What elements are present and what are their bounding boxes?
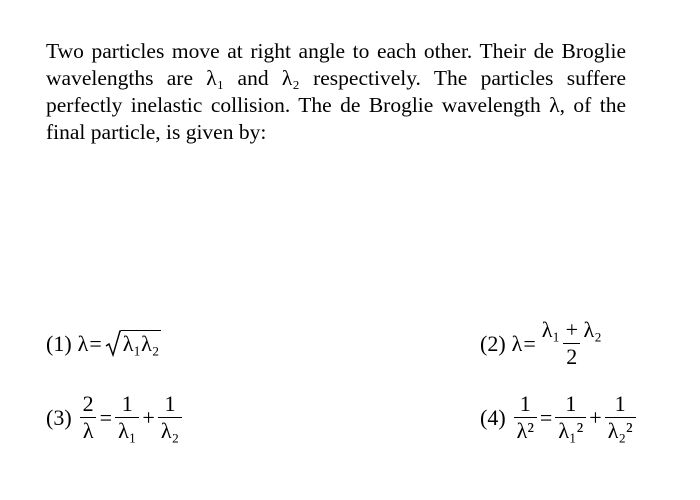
denominator: λ <box>80 417 97 443</box>
fraction <box>80 392 97 443</box>
denominator: 2 <box>563 343 580 369</box>
denominator: λ₂² <box>605 417 636 443</box>
option-number: (1) <box>46 330 72 356</box>
option-4[interactable] <box>480 392 638 443</box>
equals-sign: = <box>523 330 536 356</box>
question-text: Two particles move at right angle to each other. Their de Broglie wavelengths are λ₁ and λ₂ respectively. The particles suffere perfectly inelastic collision. The de Broglie wavelength λ, of the final particle, is given by: <box>46 39 626 144</box>
numerator: 1 <box>614 391 626 416</box>
fraction <box>158 392 182 443</box>
option-number: (2) <box>480 330 506 356</box>
denominator: λ² <box>514 417 537 443</box>
lambda-symbol: λ <box>77 330 89 356</box>
denominator: λ₁² <box>555 417 586 443</box>
fraction <box>514 392 537 443</box>
equals-sign: = <box>89 330 102 356</box>
radical-sign-icon <box>105 330 121 357</box>
numerator: λ₁ + λ₂ <box>541 317 602 342</box>
square-root <box>105 330 162 357</box>
radicand: λ₁λ₂ <box>122 331 160 356</box>
option-number: (4) <box>480 404 506 430</box>
lambda-symbol: λ <box>511 330 523 356</box>
plus-sign: + <box>589 404 602 430</box>
fraction <box>539 318 605 369</box>
denominator: λ₁ <box>115 417 139 443</box>
option-1[interactable] <box>46 330 161 357</box>
numerator: 1 <box>565 391 577 416</box>
equals-sign: = <box>99 404 113 430</box>
fraction <box>605 392 636 443</box>
option-number: (3) <box>46 404 72 430</box>
fraction <box>115 392 139 443</box>
option-3[interactable] <box>46 392 184 443</box>
numerator: 1 <box>519 391 531 416</box>
option-2[interactable] <box>480 318 607 369</box>
numerator: 1 <box>164 391 176 416</box>
plus-sign: + <box>142 404 155 430</box>
denominator: λ₂ <box>158 417 182 443</box>
numerator: 1 <box>121 391 133 416</box>
numerator: 2 <box>82 391 94 416</box>
fraction <box>555 392 586 443</box>
equals-sign: = <box>539 404 553 430</box>
